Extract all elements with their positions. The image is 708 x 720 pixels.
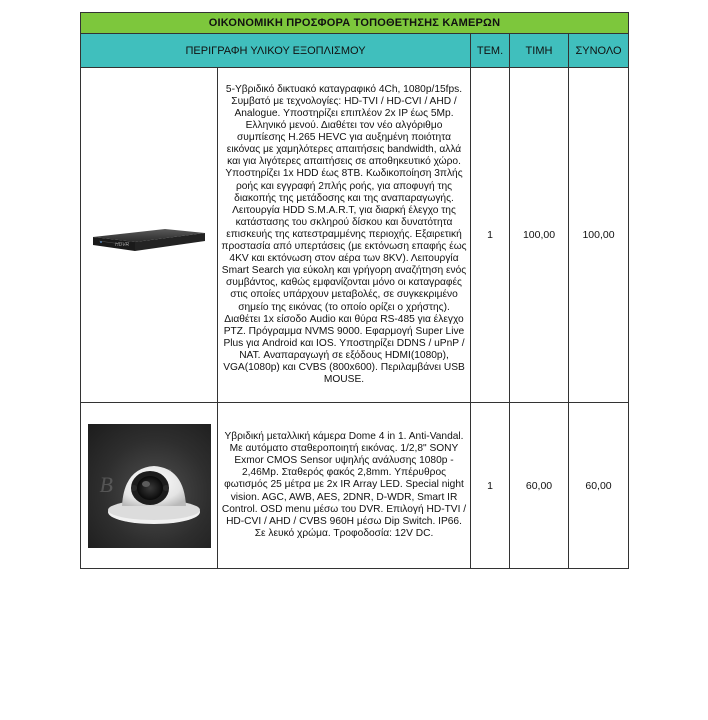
header-quantity: ΤΕΜ. bbox=[471, 34, 510, 68]
table-row bbox=[81, 403, 629, 569]
header-row bbox=[81, 34, 629, 68]
price-cell: 100,00 bbox=[510, 68, 569, 403]
product-image-cell bbox=[81, 403, 218, 569]
table-row bbox=[81, 68, 629, 403]
offer-table bbox=[80, 12, 629, 569]
price-cell: 60,00 bbox=[510, 403, 569, 569]
header-price: ΤΙΜΗ bbox=[510, 34, 569, 68]
title-row bbox=[81, 13, 629, 34]
quantity-cell: 1 bbox=[471, 68, 510, 403]
dvr-recorder-icon bbox=[89, 215, 209, 255]
product-description: Υβριδική μεταλλική κάμερα Dome 4 in 1. Anti-Vandal. Με αυτόματο σταθεροποιητή εικόνας. 1/2,8" SONY Exmor CMOS Sensor υψηλής ανάλυσης 1080p - 2,46Mp. Σταθερός φακός 2,8mm. Υπέρυθρος φωτισμός 25 μέτρα με 2x IR Array LED. Special night vision. AGC, AWB, AES, 2DNR, D-WDR, Smart IR Control. OSD menu μέσω του DVR. Επιλογή HD-TVI / HD-CVI / AHD / CVBS 960H μέσω Dip Switch. IP66. Σε λευκό χρώμα. Τροφοδοσία: 12V DC. bbox=[218, 403, 471, 569]
table-title: ΟΙΚΟΝΟΜΙΚΗ ΠΡΟΣΦΟΡΑ ΤΟΠΟΘΕΤΗΣΗΣ ΚΑΜΕΡΩΝ bbox=[81, 13, 629, 34]
header-description: ΠΕΡΙΓΡΑΦΗ ΥΛΙΚΟΥ ΕΞΟΠΛΙΣΜΟΥ bbox=[81, 34, 471, 68]
header-total: ΣΥΝΟΛΟ bbox=[569, 34, 629, 68]
total-cell: 100,00 bbox=[569, 68, 629, 403]
total-cell: 60,00 bbox=[569, 403, 629, 569]
dome-camera-icon: B bbox=[88, 424, 211, 548]
svg-text:HDVR: HDVR bbox=[115, 242, 130, 248]
product-description: 5-Υβριδικό δικτυακό καταγραφικό 4Ch, 1080p/15fps. Συμβατό με τεχνολογίες: HD-TVI / HD-CVI / AHD / Analogue. Υποστηρίζει επιπλέον 2x IP έως 5Mp. Ελληνικό μενού. Διαθέτει τον νέο αλγόριθμο συμπίεσης H.265 HEVC για αυξημένη ποιότητα εικόνας με χαμηλότερες απαιτήσεις bandwidth, αλλά και για λιγότερες απαιτήσεις σε αποθηκευτικό χώρο. Υποστηρίζει 1x HDD έως 8TB. Κωδικοποίηση 3πλής ροής και εγγραφή 2πλής ροής, για αποφυγή της διακοπής της μετάδοσης και της αναπαραγωγής. Λειτουργία HDD S.M.A.R.T, για διαρκή έλεγχο της κατάστασης του σκληρού δίσκου και δυνατότητα επισκευής της κατεστραμμένης περιοχής. Εξαιρετική προστασία από υπερτάσεις (με εκτόνωση επαφής έως 4KV και εκτόνωση στον αέρα των 8KV). Λειτουργία Smart Search για εύκολη και γρήγορη αναζήτηση ενός συμβάντος, καθώς εμφανίζονται μόνο οι καταγραφές στις οποίες υπάρχουν μεταβολές, σε συγκεκριμένο σημείο της εικόνας (το οποίο ορίζει ο χρήστης). Διαθέτει 1x είσοδο Audio και θύρα RS-485 για έλεγχο PTZ. Πρόγραμμα NVMS 9000. Εφαρμογή Super Live Plus για Android και IOS. Υποστηρίζει DDNS / uPnP / NAT. Αναπαραγωγή σε εξόδους HDMI(1080p), VGA(1080p) και CVBS (800x600). Περιλαμβάνει USB MOUSE. bbox=[218, 68, 471, 403]
quantity-cell: 1 bbox=[471, 403, 510, 569]
product-image-cell bbox=[81, 68, 218, 403]
